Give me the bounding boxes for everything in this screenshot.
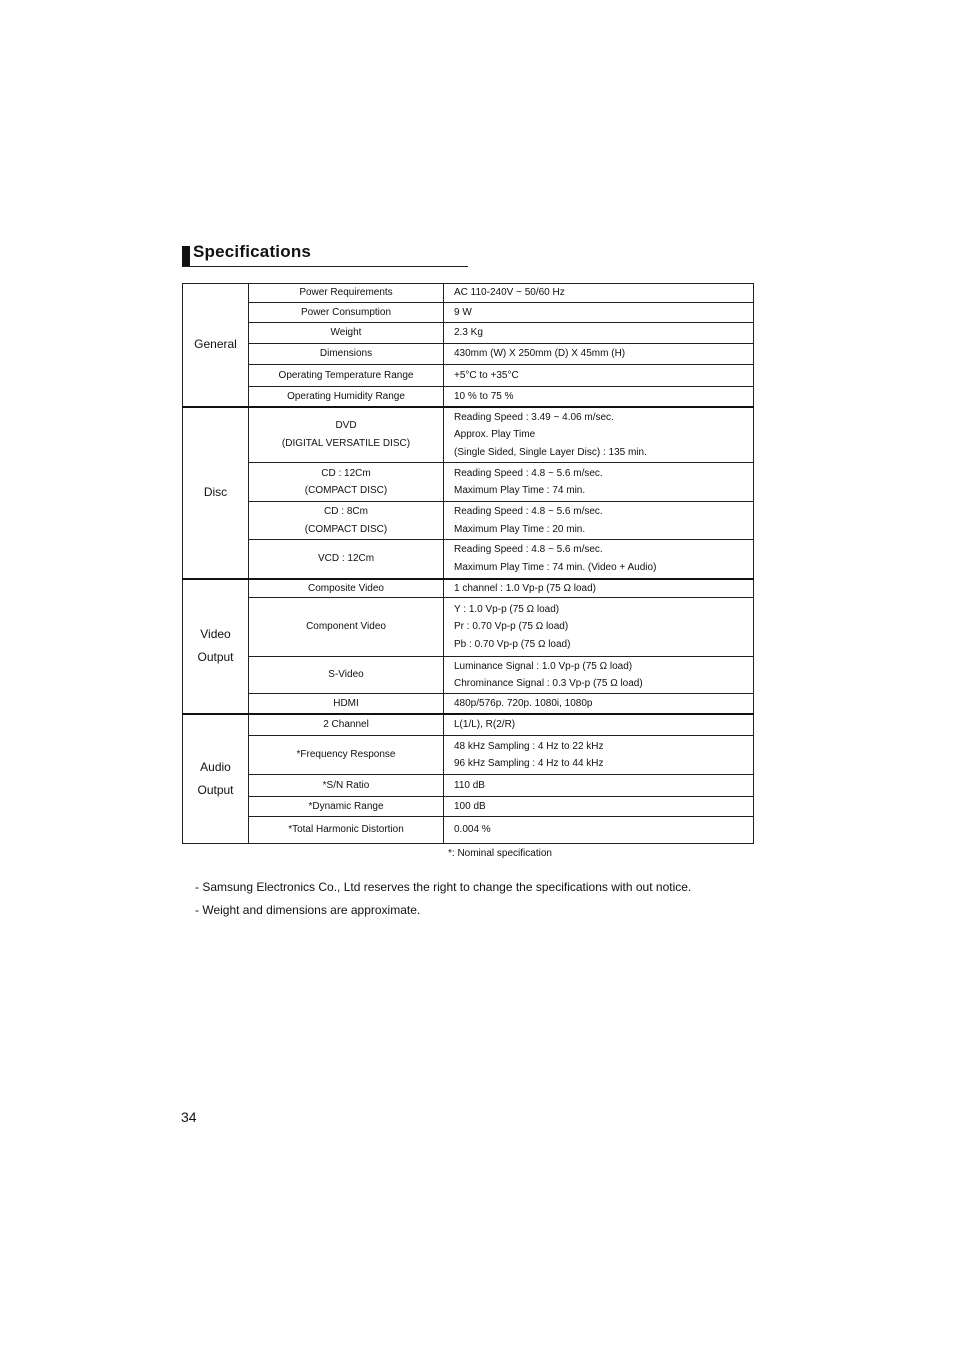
table-row <box>183 598 754 657</box>
category-label: Video <box>200 627 231 641</box>
value-cell <box>444 463 754 502</box>
item-label: Weight <box>330 327 362 339</box>
item-label: (COMPACT DISC) <box>304 485 388 496</box>
section-heading <box>182 242 468 267</box>
table-row <box>183 303 754 323</box>
note-item: - Weight and dimensions are approximate. <box>195 903 421 917</box>
table-row <box>183 323 754 344</box>
category-cell <box>183 714 249 844</box>
item-cell <box>249 387 444 407</box>
table-row <box>183 775 754 797</box>
category-cell <box>183 407 249 579</box>
item-label: 2 Channel <box>323 719 369 730</box>
value-text: 96 kHz Sampling : 4 Hz to 44 kHz <box>454 758 604 769</box>
item-cell <box>249 502 444 540</box>
item-cell <box>249 797 444 817</box>
table-row <box>183 407 754 463</box>
item-label: (COMPACT DISC) <box>304 523 388 535</box>
value-cell <box>444 540 754 579</box>
value-text: Maximum Play Time : 74 min. <box>454 485 586 496</box>
category-label: Disc <box>203 485 228 499</box>
value-text: Reading Speed : 4.8 ~ 5.6 m/sec. <box>454 506 603 517</box>
table-row <box>183 365 754 387</box>
item-label: Composite Video <box>308 582 384 594</box>
item-label: Power Consumption <box>300 306 392 318</box>
table-row <box>183 540 754 579</box>
value-cell <box>444 502 754 540</box>
item-label: S-Video <box>328 669 364 681</box>
item-cell <box>249 303 444 323</box>
page-title: Specifications <box>193 242 312 261</box>
item-label: *Frequency Response <box>296 749 396 761</box>
table-row <box>183 817 754 844</box>
value-text: Reading Speed : 3.49 ~ 4.06 m/sec. <box>454 411 614 423</box>
table-row <box>183 736 754 775</box>
specifications-table <box>182 283 754 844</box>
category-label: Output <box>197 782 234 797</box>
value-cell <box>444 344 754 365</box>
value-text: 48 kHz Sampling : 4 Hz to 22 kHz <box>454 740 604 752</box>
item-cell <box>249 598 444 657</box>
note-item: - Samsung Electronics Co., Ltd reserves the right to change the specifications with out notice. <box>195 880 692 894</box>
item-cell <box>249 407 444 463</box>
value-text: Pb : 0.70 Vp-p (75 Ω load) <box>454 638 571 650</box>
footnote: *: Nominal specification <box>448 848 552 859</box>
value-cell <box>444 407 754 463</box>
value-text: Y : 1.0 Vp-p (75 Ω load) <box>454 603 560 615</box>
value-text: 480p/576p. 720p. 1080i, 1080p <box>454 697 593 709</box>
item-label: VCD : 12Cm <box>317 553 375 564</box>
value-cell <box>444 657 754 694</box>
value-text: AC 110-240V ~ 50/60 Hz <box>454 287 565 299</box>
category-cell <box>183 579 249 714</box>
value-text: Reading Speed : 4.8 ~ 5.6 m/sec. <box>454 544 603 556</box>
item-label: DVD <box>335 420 357 432</box>
value-text: 430mm (W) X 250mm (D) X 45mm (H) <box>454 348 626 360</box>
item-label: Operating Temperature Range <box>278 369 414 381</box>
value-text: 100 dB <box>454 800 486 812</box>
item-label: *Dynamic Range <box>308 800 384 812</box>
item-cell <box>249 365 444 387</box>
table-row <box>183 463 754 502</box>
value-cell <box>444 365 754 387</box>
value-text: 2.3 Kg <box>454 327 483 339</box>
value-text: 0.004 % <box>454 824 491 836</box>
value-text: Reading Speed : 4.8 ~ 5.6 m/sec. <box>454 467 603 479</box>
category-label: Audio <box>200 759 231 774</box>
item-label: Operating Humidity Range <box>287 390 405 402</box>
value-cell <box>444 598 754 657</box>
table-row <box>183 694 754 714</box>
item-cell <box>249 817 444 844</box>
value-text: Maximum Play Time : 74 min. (Video + Audio) <box>454 561 657 573</box>
value-cell <box>444 579 754 598</box>
value-text: 110 dB <box>454 779 485 791</box>
table-row <box>183 579 754 598</box>
value-cell <box>444 323 754 344</box>
value-cell <box>444 775 754 797</box>
item-cell <box>249 344 444 365</box>
category-label: General <box>194 337 237 352</box>
table-row <box>183 284 754 303</box>
item-cell <box>249 694 444 714</box>
value-text: Pr : 0.70 Vp-p (75 Ω load) <box>454 621 569 633</box>
item-cell <box>249 714 444 736</box>
item-cell <box>249 775 444 797</box>
page-number: 34 <box>181 1109 197 1125</box>
item-label: (DIGITAL VERSATILE DISC) <box>281 437 411 449</box>
item-label: Power Requirements <box>299 287 393 299</box>
item-cell <box>249 284 444 303</box>
category-label: Output <box>197 650 234 664</box>
value-text: +5°C to +35°C <box>454 369 519 381</box>
value-text: Luminance Signal : 1.0 Vp-p (75 Ω load) <box>454 660 633 672</box>
value-cell <box>444 284 754 303</box>
value-text: 10 % to 75 % <box>454 390 514 402</box>
item-label: Dimensions <box>319 348 373 360</box>
value-text: (Single Sided, Single Layer Disc) : 135 min. <box>454 446 647 458</box>
value-text: Maximum Play Time : 20 min. <box>454 523 586 535</box>
table-row <box>183 502 754 540</box>
item-label: CD : 8Cm <box>324 506 368 517</box>
item-cell <box>249 323 444 344</box>
table-row <box>183 657 754 694</box>
table-row <box>183 387 754 407</box>
item-cell <box>249 736 444 775</box>
value-cell <box>444 736 754 775</box>
item-label: Component Video <box>306 621 386 633</box>
item-cell <box>249 657 444 694</box>
value-text: 9 W <box>454 306 472 318</box>
value-text: L(1/L), R(2/R) <box>454 719 516 730</box>
table-row <box>183 714 754 736</box>
item-cell <box>249 579 444 598</box>
table-row <box>183 344 754 365</box>
item-label: *S/N Ratio <box>322 779 370 791</box>
item-label: HDMI <box>333 697 359 709</box>
notes-list <box>195 876 691 922</box>
item-cell <box>249 463 444 502</box>
value-cell <box>444 303 754 323</box>
value-text: 1 channel : 1.0 Vp-p (75 Ω load) <box>454 582 597 594</box>
value-cell <box>444 797 754 817</box>
item-cell <box>249 540 444 579</box>
item-label: *Total Harmonic Distortion <box>288 824 404 836</box>
value-cell <box>444 387 754 407</box>
value-text: Approx. Play Time <box>454 429 536 440</box>
value-cell <box>444 694 754 714</box>
value-cell <box>444 817 754 844</box>
value-text: Chrominance Signal : 0.3 Vp-p (75 Ω load) <box>454 678 643 689</box>
heading-bar <box>182 246 190 266</box>
category-cell <box>183 284 249 407</box>
item-label: CD : 12Cm <box>321 467 371 479</box>
value-cell <box>444 714 754 736</box>
table-row <box>183 797 754 817</box>
